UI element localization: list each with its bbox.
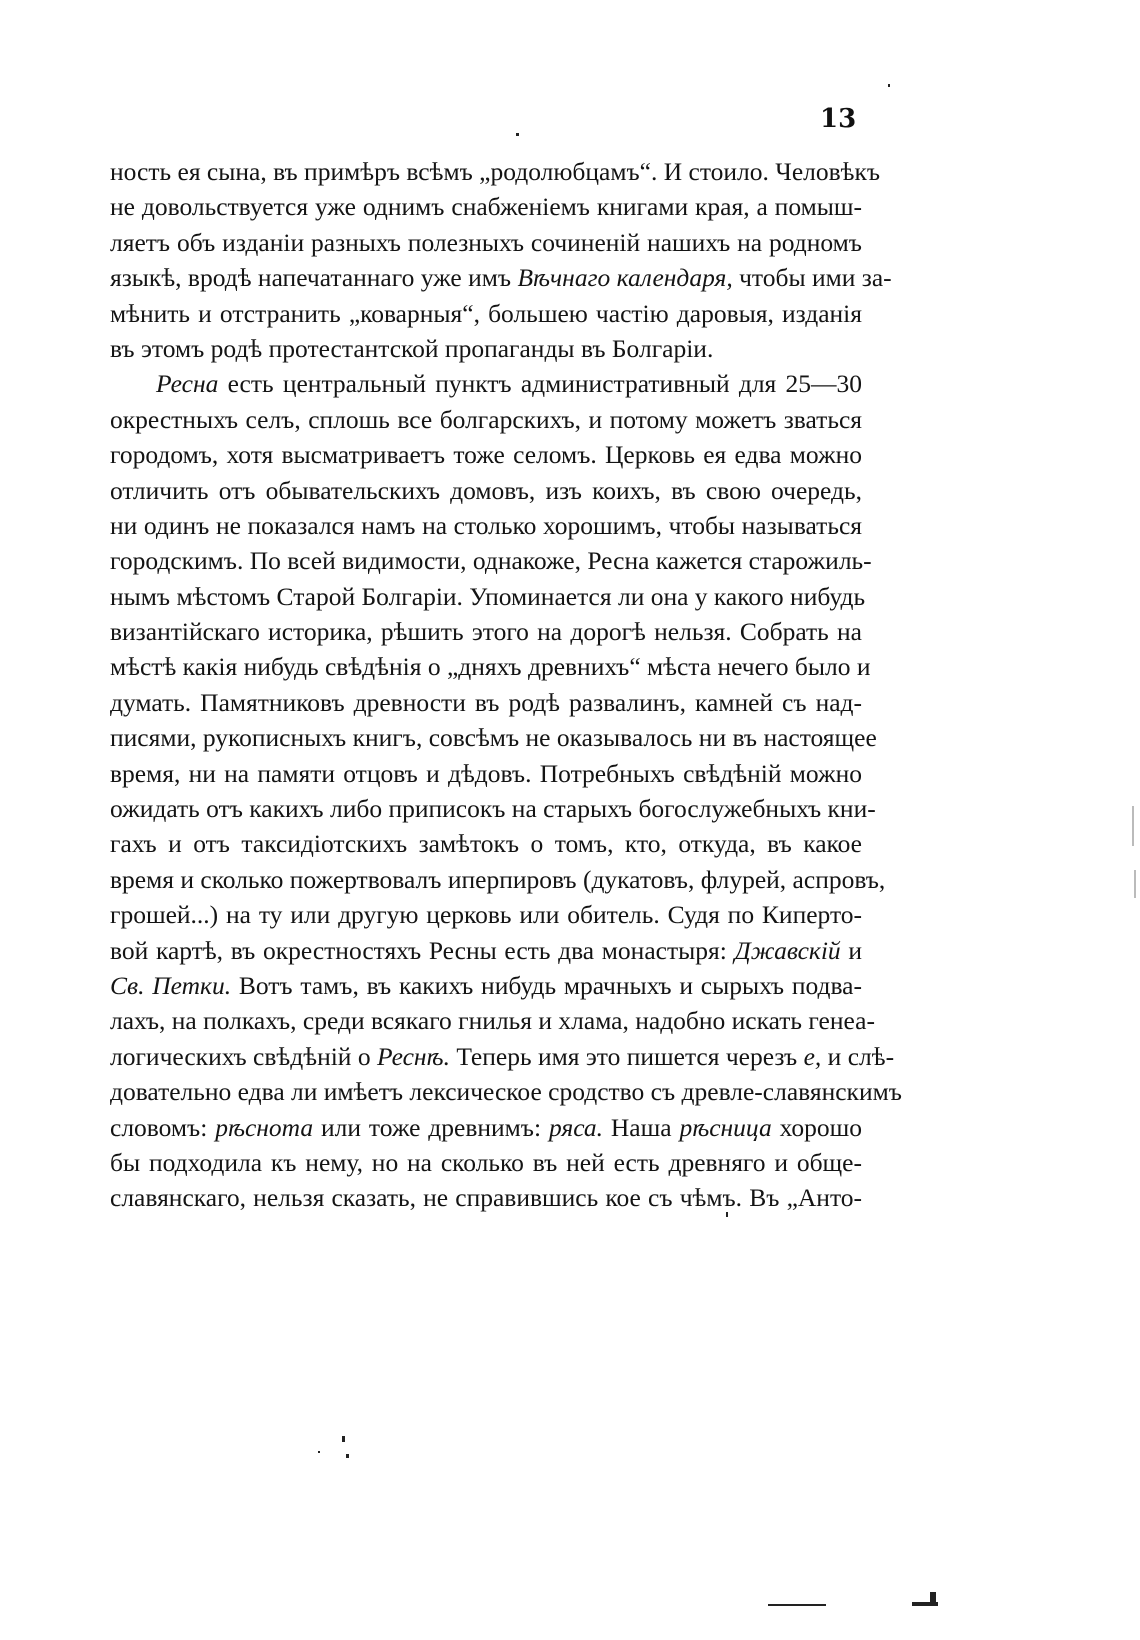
text-segment: городомъ, хотя высматриваетъ тоже селомъ. Церковь ея едва можно <box>110 440 862 470</box>
text-segment: чтобы ими за- <box>732 263 892 293</box>
scan-speck <box>318 1451 320 1453</box>
text-line <box>110 968 862 1003</box>
text-line <box>110 402 862 437</box>
text-segment: хорошо <box>771 1112 863 1142</box>
text-line <box>110 366 862 401</box>
text-line <box>110 720 877 755</box>
text-line <box>110 897 862 932</box>
text-segment: время, ни на памяти отцовъ и дѣдовъ. Потребныхъ свѣдѣній можно <box>110 758 862 788</box>
italic-text: ряса. <box>548 1112 604 1142</box>
text-line <box>110 756 862 791</box>
text-line <box>110 1039 895 1074</box>
text-line <box>110 1110 862 1145</box>
scan-speck <box>516 133 519 136</box>
text-line <box>110 189 862 224</box>
text-line <box>110 508 862 543</box>
text-segment: языкѣ, вродѣ напечатаннаго уже имъ <box>110 263 518 293</box>
text-segment: мѣнить и отстранить „коварныя“, большею частію даровыя, изданія <box>110 298 862 328</box>
text-line <box>110 154 881 189</box>
text-line <box>110 1145 862 1180</box>
scan-speck <box>346 1454 349 1458</box>
italic-text: Ресна <box>156 369 219 399</box>
text-line <box>110 225 862 260</box>
text-segment: логическихъ свѣдѣній о <box>110 1041 377 1071</box>
text-segment: словомъ: <box>110 1112 216 1142</box>
text-line <box>110 296 862 331</box>
text-segment: ни одинъ не показался намъ на столько хорошимъ, чтобы называться <box>110 510 862 540</box>
scan-speck <box>726 1212 728 1217</box>
italic-text: е, <box>803 1041 822 1071</box>
text-segment: ность ея сына, въ примѣръ всѣмъ „родолюбцамъ“. И стоило. Человѣкъ <box>110 157 881 186</box>
scan-speck <box>342 1436 345 1442</box>
text-segment: Теперь имя это пишется черезъ <box>449 1041 804 1071</box>
text-segment: время и сколько пожертвовалъ иперпировъ (дукатовъ, флурей, аспровъ, <box>110 864 886 894</box>
body-text <box>110 154 902 1216</box>
scan-speck <box>888 84 890 87</box>
text-segment: вой картѣ, въ окрестностяхъ Ресны есть два монастыря: <box>110 935 735 965</box>
scan-speck <box>1132 806 1134 846</box>
text-segment: нымъ мѣстомъ Старой Болгаріи. Упоминается ли она у какого нибудь <box>110 581 866 611</box>
text-segment: писями, рукописныхъ книгъ, совсѣмъ не оказывалось ни въ настоящее <box>110 723 877 753</box>
text-line <box>110 437 862 472</box>
text-segment: византійскаго историка, рѣшить этого на дорогѣ нельзя. Собрать на <box>110 617 862 647</box>
scan-edge-mark <box>768 1604 826 1606</box>
text-line <box>110 685 862 720</box>
text-segment: славянскаго, нельзя сказать, не справившись кое съ чѣмъ. Въ „Анто- <box>110 1183 862 1213</box>
text-segment: окрестныхъ селъ, сплошь все болгарскихъ, и потому можетъ зваться <box>110 404 862 434</box>
italic-text: рѣсница <box>679 1112 772 1142</box>
text-segment: ожидать отъ какихъ либо приписокъ на старыхъ богослужебныхъ кни- <box>110 794 876 824</box>
text-segment: довательно едва ли имѣетъ лексическое сродство съ древле-славянскимъ <box>110 1077 902 1107</box>
text-segment: есть центральный пунктъ административный для 25—30 <box>218 369 862 399</box>
text-line <box>110 826 862 861</box>
text-line <box>110 1074 902 1109</box>
text-segment: бы подходила къ нему, но на сколько въ ней есть древняго и обще- <box>110 1147 862 1177</box>
text-line <box>110 543 872 578</box>
text-segment: ляетъ объ изданіи разныхъ полезныхъ сочиненій нашихъ на родномъ <box>110 227 862 257</box>
text-line <box>110 1180 862 1215</box>
scan-edge-mark <box>930 1592 936 1604</box>
scan-speck <box>1134 870 1136 898</box>
text-segment: думать. Памятниковъ древности въ родѣ развалинъ, камней съ над- <box>110 687 862 717</box>
text-segment: лахъ, на полкахъ, среди всякаго гнилья и хлама, надобно искать генеа- <box>110 1006 875 1036</box>
text-line <box>110 649 871 684</box>
text-segment: и слѣ- <box>821 1041 895 1071</box>
italic-text: Вѣчнаго календаря, <box>517 263 733 293</box>
text-segment: не довольствуется уже однимъ снабженіемъ книгами края, а помыш- <box>110 192 862 222</box>
text-segment: мѣстѣ какія нибудь свѣдѣнія о „дняхъ древнихъ“ мѣста нечего было и <box>110 652 871 682</box>
text-line <box>110 862 886 897</box>
text-segment: или тоже древнимъ: <box>313 1112 549 1142</box>
text-segment: гахъ и отъ таксидіотскихъ замѣтокъ о томъ, кто, откуда, въ какое <box>110 829 862 859</box>
text-segment: въ этомъ родѣ протестантской пропаганды въ Болгаріи. <box>110 333 714 363</box>
page-number: 13 <box>820 104 857 134</box>
italic-text: Джавскій <box>734 935 841 965</box>
text-line <box>110 1003 875 1038</box>
text-line <box>110 933 862 968</box>
text-line <box>110 579 866 614</box>
text-line <box>110 473 862 508</box>
italic-text: Реснѣ. <box>376 1041 450 1071</box>
text-line <box>110 331 862 366</box>
text-segment: и <box>840 935 862 965</box>
text-line <box>110 614 862 649</box>
text-line <box>110 260 892 295</box>
text-segment: Вотъ тамъ, въ какихъ нибудь мрачныхъ и сырыхъ подва- <box>231 970 862 1000</box>
text-segment: городскимъ. По всей видимости, однакоже, Ресна кажется старожиль- <box>110 546 872 576</box>
text-line <box>110 791 876 826</box>
italic-text: рѣснота <box>215 1112 314 1142</box>
text-segment: Наша <box>603 1112 680 1142</box>
italic-text: Св. Петки. <box>110 970 232 1000</box>
text-segment: отличить отъ обывательскихъ домовъ, изъ коихъ, въ свою очередь, <box>110 475 862 505</box>
text-segment: грошей...) на ту или другую церковь или обитель. Судя по Киперто- <box>110 900 862 930</box>
